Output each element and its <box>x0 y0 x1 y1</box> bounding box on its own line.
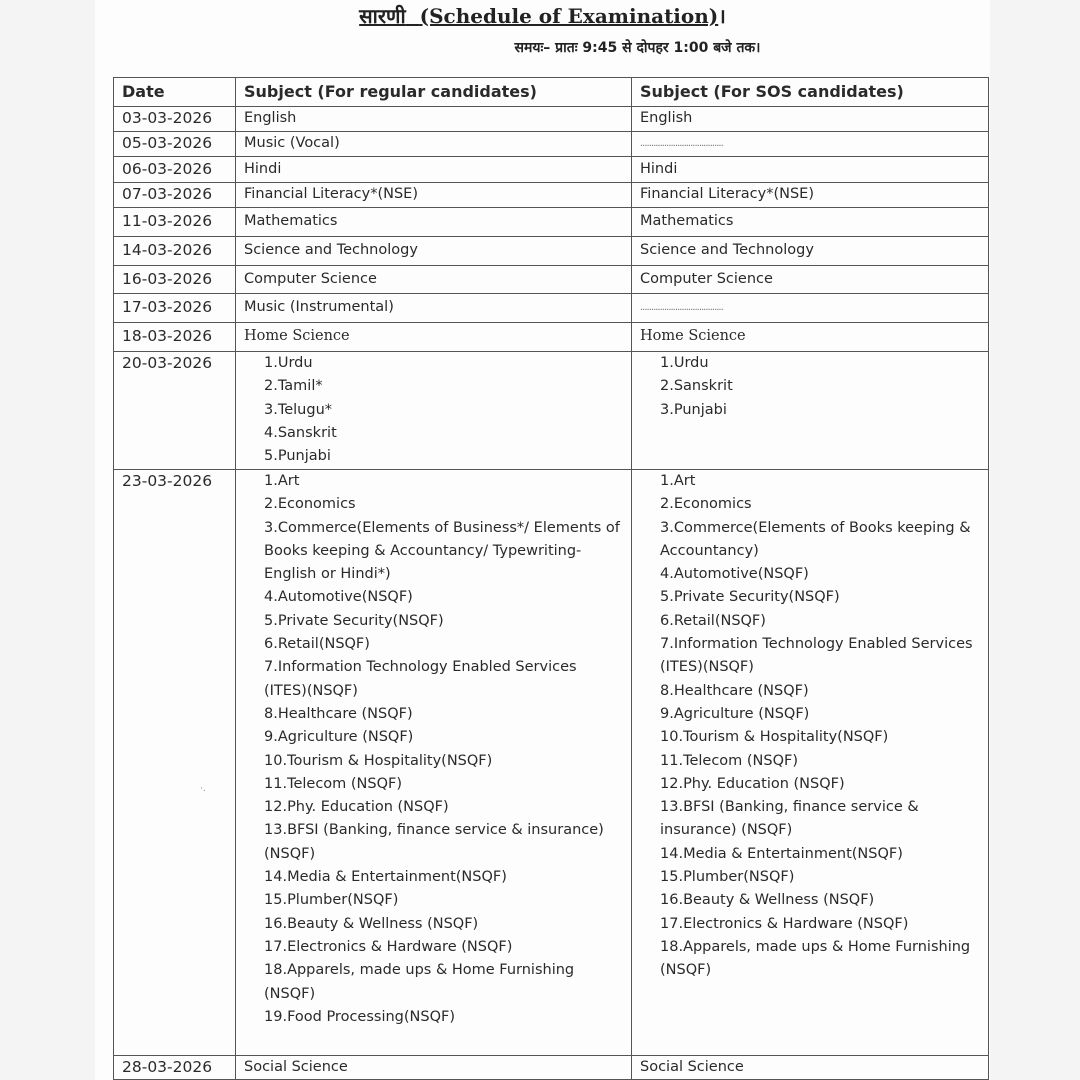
sos-subject: English <box>632 107 989 132</box>
regular-subject: Music (Instrumental) <box>236 294 632 323</box>
subject-item <box>640 470 980 493</box>
exam-date: 16-03-2026 <box>114 266 236 294</box>
item-number: 3. <box>660 401 674 418</box>
regular-subject: Music (Vocal) <box>236 132 632 157</box>
subject-item <box>244 796 623 819</box>
item-text: BFSI (Banking, finance service & insurance) (NSQF) <box>264 822 604 862</box>
item-number: 15. <box>660 869 684 886</box>
item-text: Economics <box>673 496 752 513</box>
item-number: 13. <box>660 799 684 816</box>
exam-schedule-page <box>95 0 990 1080</box>
subject-item <box>244 726 623 749</box>
item-number: 18. <box>264 962 288 979</box>
exam-date: 03-03-2026 <box>114 107 236 132</box>
schedule-table <box>113 77 989 1080</box>
subject-item <box>640 563 980 586</box>
item-text: Electronics & Hardware (NSQF) <box>287 938 513 955</box>
item-text: Agriculture (NSQF) <box>277 729 414 746</box>
subject-item <box>640 726 980 749</box>
exam-date: 23-03-2026 <box>114 470 236 1056</box>
subject-item <box>244 375 623 398</box>
item-number: 3. <box>264 401 278 418</box>
table-row <box>114 183 989 208</box>
exam-date: 06-03-2026 <box>114 157 236 183</box>
subject-item <box>640 352 980 375</box>
item-number: 2. <box>660 378 674 395</box>
subject-item <box>640 399 980 422</box>
item-number: 2. <box>264 496 278 513</box>
item-number: 5. <box>264 612 278 629</box>
subject-item <box>640 680 980 703</box>
regular-subject: Science and Technology <box>236 237 632 266</box>
table-row-vocational <box>114 470 989 1056</box>
item-number: 1. <box>264 355 278 371</box>
item-text: Telecom (NSQF) <box>287 775 403 792</box>
item-text: Urdu <box>277 355 313 371</box>
item-text: Apparels, made ups & Home Furnishing (NSQF) <box>660 938 971 979</box>
table-row <box>114 266 989 294</box>
item-text: Healthcare (NSQF) <box>673 682 809 699</box>
item-text: Telugu* <box>277 401 333 418</box>
regular-subject-list <box>236 470 632 1056</box>
item-number: 12. <box>264 799 288 816</box>
item-text: Commerce(Elements of Books keeping & Accountancy) <box>660 519 971 559</box>
subject-item <box>640 936 980 983</box>
subject-item <box>244 703 623 726</box>
item-number: 14. <box>660 845 684 862</box>
exam-date: 11-03-2026 <box>114 208 236 237</box>
item-text: Phy. Education (NSQF) <box>287 799 449 816</box>
item-number: 19. <box>264 1008 288 1025</box>
item-text: Media & Entertainment(NSQF) <box>683 845 903 862</box>
item-number: 7. <box>660 636 674 653</box>
item-text: Information Technology Enabled Services (ITES)(NSQF) <box>264 659 577 699</box>
item-number: 11. <box>264 775 288 792</box>
sos-subject: ...................................... <box>632 294 989 323</box>
item-number: 4. <box>264 424 278 441</box>
item-text: Healthcare (NSQF) <box>277 705 413 722</box>
title-text <box>359 4 718 28</box>
subject-item <box>244 422 623 445</box>
item-text: Retail(NSQF) <box>673 612 766 629</box>
title-hindi: सारणी <box>359 4 406 28</box>
subject-item <box>244 936 623 959</box>
subject-item <box>244 399 623 422</box>
subject-item <box>244 1006 623 1029</box>
item-number: 4. <box>660 566 674 583</box>
item-number: 10. <box>660 729 684 746</box>
item-number: 3. <box>264 519 278 536</box>
sos-subjects <box>640 470 980 983</box>
item-text: Media & Entertainment(NSQF) <box>287 869 507 886</box>
title-english: (Schedule of Examination) <box>419 4 719 28</box>
regular-subjects <box>244 352 623 468</box>
item-number: 3. <box>660 519 674 536</box>
table-header-row <box>114 78 989 107</box>
item-text: Sanskrit <box>277 424 337 441</box>
sos-subject-list <box>632 470 989 1056</box>
item-text: Urdu <box>673 355 709 371</box>
table-row <box>114 237 989 266</box>
item-number: 16. <box>264 915 288 932</box>
regular-subjects <box>244 470 623 1029</box>
item-number: 18. <box>660 938 684 955</box>
subject-item <box>244 656 623 703</box>
exam-date: 14-03-2026 <box>114 237 236 266</box>
item-number: 9. <box>264 729 278 746</box>
header-regular: Subject (For regular candidates) <box>236 78 632 107</box>
subject-item <box>640 633 980 680</box>
exam-date: 05-03-2026 <box>114 132 236 157</box>
header-sos: Subject (For SOS candidates) <box>632 78 989 107</box>
subject-item <box>244 470 623 493</box>
subject-item <box>640 773 980 796</box>
item-number: 7. <box>264 659 278 676</box>
item-text: Food Processing(NSQF) <box>287 1008 455 1025</box>
item-text: Automotive(NSQF) <box>673 566 809 583</box>
item-text: Sanskrit <box>673 378 733 395</box>
sos-subject-list <box>632 352 989 470</box>
item-text: Economics <box>277 496 356 513</box>
table-row <box>114 107 989 132</box>
table-row <box>114 294 989 323</box>
table-row <box>114 132 989 157</box>
subject-item <box>244 517 623 587</box>
item-number: 1. <box>660 473 674 489</box>
regular-subject: Mathematics <box>236 208 632 237</box>
subject-item <box>640 517 980 564</box>
item-text: Apparels, made ups & Home Furnishing (NSQF) <box>264 962 575 1002</box>
item-number: 12. <box>660 775 684 792</box>
subject-item <box>244 913 623 936</box>
item-number: 8. <box>660 682 674 699</box>
item-text: Plumber(NSQF) <box>287 892 399 909</box>
subject-item <box>244 633 623 656</box>
regular-subject: Hindi <box>236 157 632 183</box>
regular-subject: Computer Science <box>236 266 632 294</box>
item-text: Agriculture (NSQF) <box>673 705 810 722</box>
regular-subject: English <box>236 107 632 132</box>
subject-item <box>244 352 623 375</box>
item-text: Art <box>277 473 300 489</box>
regular-subject-list <box>236 352 632 470</box>
item-number: 8. <box>264 705 278 722</box>
regular-subject: Social Science <box>236 1056 632 1080</box>
subject-item <box>640 375 980 398</box>
item-number: 2. <box>660 496 674 513</box>
item-number: 17. <box>264 938 288 955</box>
table-row <box>114 208 989 237</box>
item-text: Punjabi <box>277 448 331 465</box>
table-row <box>114 157 989 183</box>
item-number: 5. <box>660 589 674 606</box>
regular-subject: Home Science <box>236 323 632 352</box>
subject-item <box>244 773 623 796</box>
exam-date: 18-03-2026 <box>114 323 236 352</box>
sos-subject: ...................................... <box>632 132 989 157</box>
item-text: Tamil* <box>277 378 323 395</box>
table-row <box>114 1056 989 1080</box>
item-text: Tourism & Hospitality(NSQF) <box>683 729 889 746</box>
exam-date: 20-03-2026 <box>114 352 236 470</box>
item-number: 16. <box>660 892 684 909</box>
subject-item <box>244 610 623 633</box>
item-text: Phy. Education (NSQF) <box>683 775 845 792</box>
item-text: Art <box>673 473 696 489</box>
subject-item <box>640 586 980 609</box>
item-text: Telecom (NSQF) <box>683 752 799 769</box>
subject-item <box>640 610 980 633</box>
item-number: 4. <box>264 589 278 606</box>
item-number: 11. <box>660 752 684 769</box>
subject-item <box>244 445 623 468</box>
header-date: Date <box>114 78 236 107</box>
table-row-languages <box>114 352 989 470</box>
subject-item <box>244 959 623 1006</box>
subject-item <box>640 843 980 866</box>
item-text: Automotive(NSQF) <box>277 589 413 606</box>
item-text: Information Technology Enabled Services (ITES)(NSQF) <box>660 636 973 676</box>
subject-item <box>244 493 623 516</box>
item-text: Commerce(Elements of Business*/ Elements of Books keeping & Accountancy/ Typewriting-English or Hindi*) <box>264 519 620 583</box>
subject-item <box>640 703 980 726</box>
table-row <box>114 323 989 352</box>
item-number: 6. <box>264 636 278 653</box>
item-text: Tourism & Hospitality(NSQF) <box>287 752 493 769</box>
item-number: 1. <box>264 473 278 489</box>
item-text: Retail(NSQF) <box>277 636 370 653</box>
exam-timing: समयः– प्रातः 9:45 से दोपहर 1:00 बजे तक। <box>514 40 761 56</box>
item-text: Private Security(NSQF) <box>673 589 840 606</box>
item-number: 13. <box>264 822 288 839</box>
item-number: 14. <box>264 869 288 886</box>
exam-date: 28-03-2026 <box>114 1056 236 1080</box>
item-number: 17. <box>660 915 684 932</box>
sos-subject: Computer Science <box>632 266 989 294</box>
sos-subjects <box>640 352 980 422</box>
subject-item <box>244 586 623 609</box>
subject-item <box>640 889 980 912</box>
item-text: BFSI (Banking, finance service & insurance) (NSQF) <box>660 799 919 839</box>
subject-item <box>640 866 980 889</box>
sos-subject: Hindi <box>632 157 989 183</box>
subject-item <box>640 750 980 773</box>
subject-item <box>244 889 623 912</box>
sos-subject: Home Science <box>632 323 989 352</box>
subject-item <box>244 750 623 773</box>
sos-subject: Mathematics <box>632 208 989 237</box>
exam-date: 17-03-2026 <box>114 294 236 323</box>
subject-item <box>640 796 980 843</box>
item-number: 9. <box>660 705 674 722</box>
item-text: Beauty & Wellness (NSQF) <box>683 892 875 909</box>
item-number: 2. <box>264 378 278 395</box>
item-text: Private Security(NSQF) <box>277 612 444 629</box>
scan-mark: ·. <box>200 784 206 794</box>
item-number: 6. <box>660 612 674 629</box>
item-text: Plumber(NSQF) <box>683 869 795 886</box>
sos-subject: Science and Technology <box>632 237 989 266</box>
title-suffix: । <box>718 4 726 28</box>
sos-subject: Financial Literacy*(NSE) <box>632 183 989 208</box>
item-text: Punjabi <box>673 401 727 418</box>
subject-item <box>244 819 623 866</box>
item-number: 10. <box>264 752 288 769</box>
item-number: 5. <box>264 448 278 465</box>
regular-subject: Financial Literacy*(NSE) <box>236 183 632 208</box>
item-text: Electronics & Hardware (NSQF) <box>683 915 909 932</box>
item-number: 1. <box>660 355 674 371</box>
item-text: Beauty & Wellness (NSQF) <box>287 915 479 932</box>
exam-date: 07-03-2026 <box>114 183 236 208</box>
subject-item <box>244 866 623 889</box>
sos-subject: Social Science <box>632 1056 989 1080</box>
document-title <box>95 2 990 29</box>
subject-item <box>640 913 980 936</box>
item-number: 15. <box>264 892 288 909</box>
subject-item <box>640 493 980 516</box>
